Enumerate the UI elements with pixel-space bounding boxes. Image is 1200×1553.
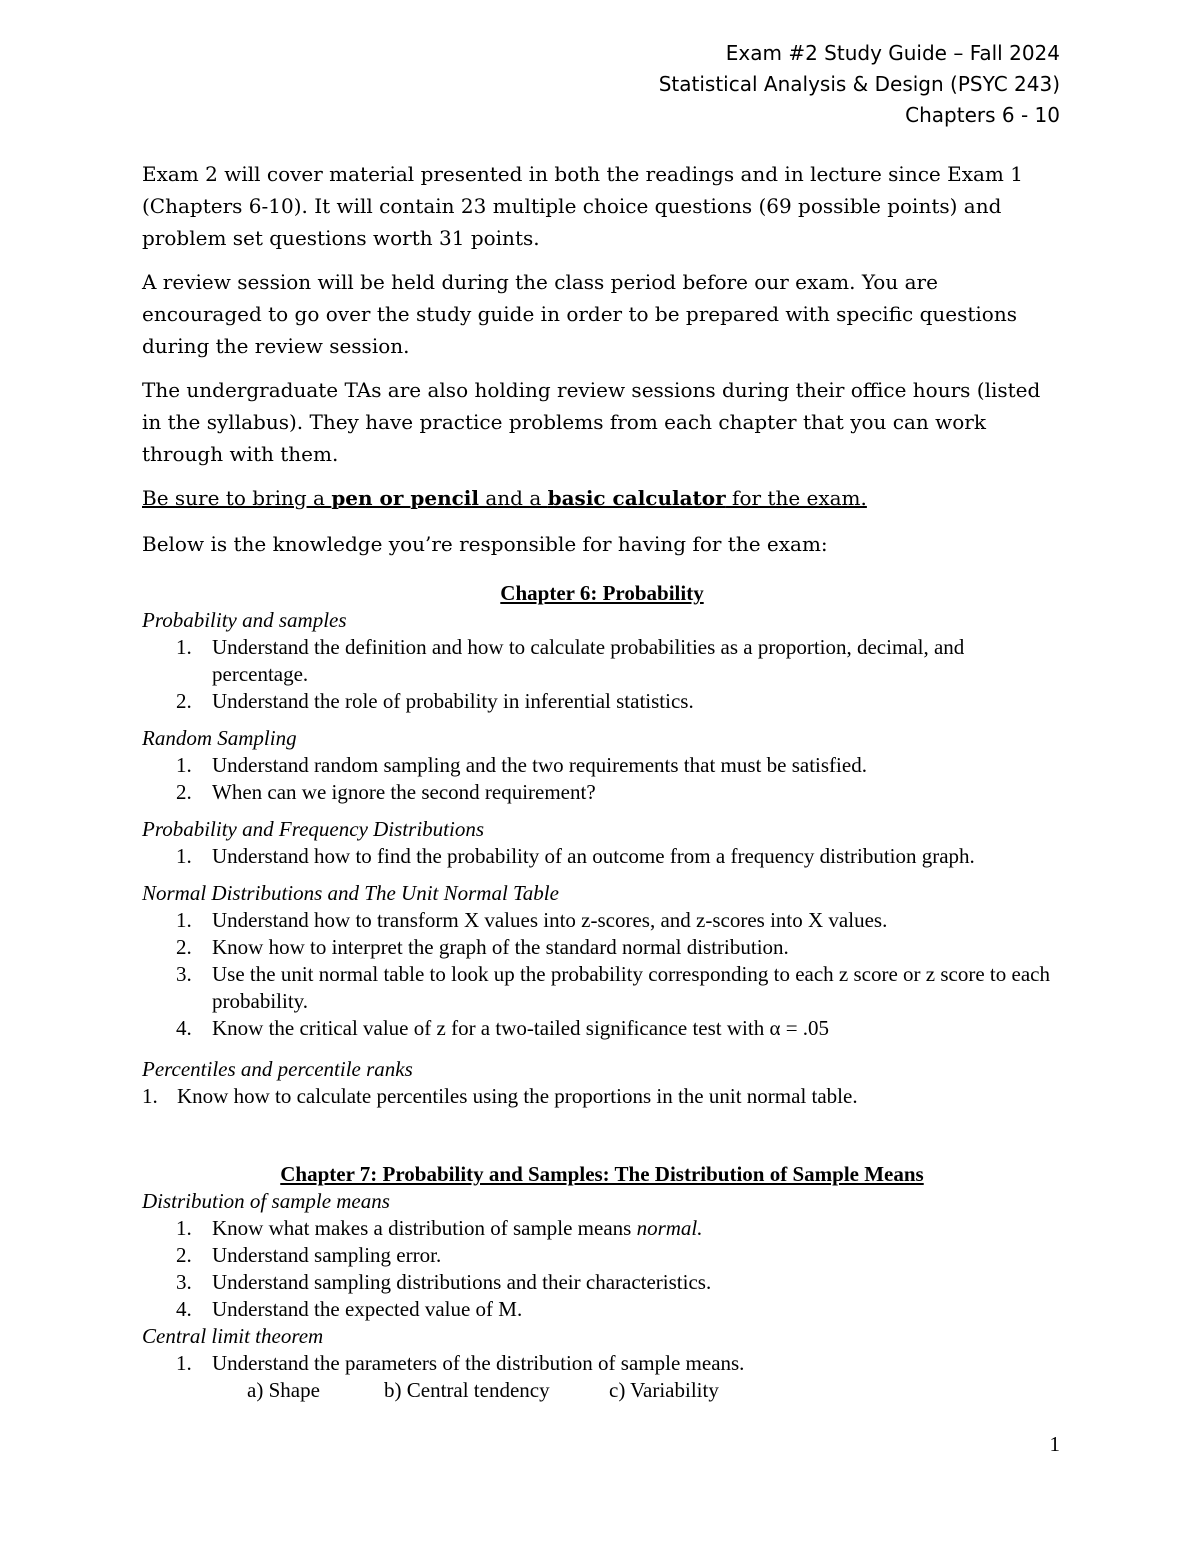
section-heading: Percentiles and percentile ranks (142, 1057, 413, 1081)
section-heading: Distribution of sample means (142, 1189, 390, 1213)
intro-paragraph-ta-sessions: The undergraduate TAs are also holding review sessions during their office hours (listed in the syllabus). They have practice problems from each chapter that you can work through with them. (142, 378, 1041, 466)
list-item: 1. Understand how to transform X values into z-scores, and z-scores into X values. (176, 908, 888, 932)
list-item: 2. Know how to interpret the graph of the standard normal distribution. (176, 935, 789, 959)
section-heading: Normal Distributions and The Unit Normal Table (142, 881, 559, 905)
sub-item: b) Central tendency (384, 1378, 550, 1402)
section-heading: Probability and samples (142, 608, 347, 632)
section-heading: Probability and Frequency Distributions (142, 817, 484, 841)
list-item: 2. Understand the role of probability in inferential statistics. (176, 689, 694, 713)
list-item: 3. Understand sampling distributions and their characteristics. (176, 1270, 712, 1294)
bring-text-2: and a (479, 486, 548, 510)
list-item: 1. Understand random sampling and the two requirements that must be satisfied. (176, 753, 867, 777)
list-item: 1. Know how to calculate percentiles using the proportions in the unit normal table. (142, 1084, 858, 1108)
item-list (142, 1350, 1062, 1377)
chapter-6-title: Chapter 6: Probability (500, 581, 704, 605)
bring-text-3: for the exam. (725, 486, 867, 510)
bring-calculator: basic calculator (547, 486, 726, 510)
bring-pen-pencil: pen or pencil (331, 486, 479, 510)
section-heading: Central limit theorem (142, 1324, 324, 1348)
list-item: 2. When can we ignore the second requirement? (176, 780, 596, 804)
list-item: 1. Understand how to find the probability of an outcome from a frequency distribution graph. (176, 844, 975, 868)
list-item: 1. Know what makes a distribution of sample means normal. (176, 1216, 703, 1240)
document-header (659, 38, 1060, 131)
list-item: 4. Know the critical value of z for a two-tailed significance test with α = .05 (176, 1016, 830, 1040)
intro-section (142, 158, 1062, 572)
item-list (142, 752, 1062, 806)
intro-paragraph-exam-coverage: Exam 2 will cover material presented in both the readings and in lecture since Exam 1 (Chapters 6-10). It will contain 23 multiple choice questions (69 possible points) and problem set questions worth 31 points. (142, 162, 1023, 250)
chapter-6-section (142, 580, 1062, 1110)
header-title: Exam #2 Study Guide – Fall 2024 (725, 41, 1060, 65)
item-list (142, 907, 1062, 1042)
sub-item: a) Shape (247, 1378, 320, 1402)
item-list (142, 843, 1062, 870)
list-item: 1. Understand the parameters of the distribution of sample means. (176, 1351, 745, 1375)
sub-item: c) Variability (609, 1378, 719, 1402)
sub-item-list (142, 1377, 1062, 1404)
bring-text-1: Be sure to bring a (142, 486, 332, 510)
item-list (142, 1215, 1062, 1323)
chapter-7-section (142, 1161, 1062, 1404)
list-item: 3. Use the unit normal table to look up the probability corresponding to each z score or z score to each probability. (176, 962, 1050, 1013)
intro-paragraph-knowledge: Below is the knowledge you’re responsible for having for the exam: (142, 532, 828, 556)
section-heading: Random Sampling (142, 726, 297, 750)
item-list (142, 634, 1062, 715)
item-list (142, 1083, 1062, 1110)
list-item: 4. Understand the expected value of M. (176, 1297, 523, 1321)
list-item: 2. Understand sampling error. (176, 1243, 442, 1267)
header-course: Statistical Analysis & Design (PSYC 243) (658, 72, 1060, 96)
page-number: 1 (1049, 1432, 1060, 1456)
chapter-7-title: Chapter 7: Probability and Samples: The Distribution of Sample Means (280, 1162, 924, 1186)
list-item: 1. Understand the definition and how to calculate probabilities as a proportion, decimal, and percentage. (176, 635, 965, 686)
header-chapters: Chapters 6 - 10 (905, 103, 1060, 127)
intro-bring-supplies (142, 482, 1062, 514)
intro-paragraph-review-session: A review session will be held during the class period before our exam. You are encouraged to go over the study guide in order to be prepared with specific questions during the review session. (142, 270, 1017, 358)
